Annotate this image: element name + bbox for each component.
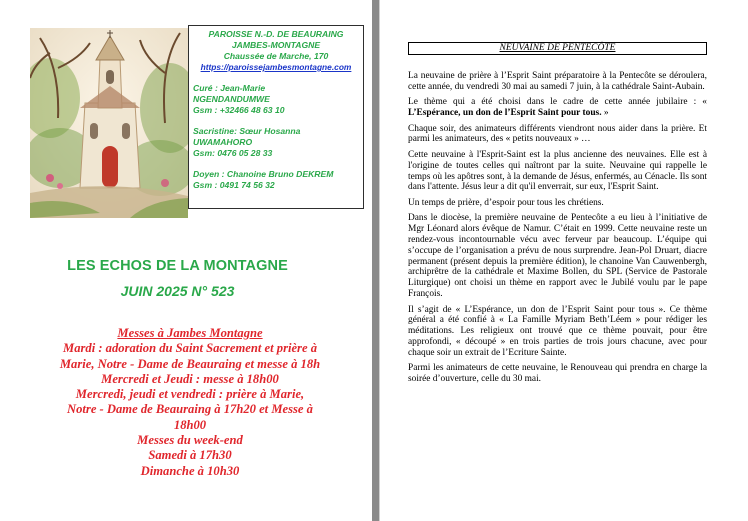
cure-label: Curé : Jean-Marie	[193, 83, 266, 93]
mass-schedule	[20, 326, 360, 479]
article-paragraph: Il s’agit de « L’Espérance, un don de l’Esprit Saint pour tous ». Ce thème général a été confié à « La Famille Myriam Beth’Léem » pour rédiger les méditations. Les religieux ont trouvé que ce thème pouvait, pour être approfondi, « découpé » en trois parties de trois jours chacune, avec pour chaque soir un extrait de l’Ecriture Sainte.	[408, 304, 707, 358]
sacristine-label: Sacristine: Sœur Hosanna	[193, 126, 301, 136]
mass-line: Messes du week-end	[137, 433, 243, 448]
cure-name: NGENDANDUMWE	[193, 94, 270, 104]
theme-bold: L’Espérance, un don de l’Esprit Saint pour tous.	[408, 108, 602, 119]
article-paragraph: Dans le diocèse, la première neuvaine de Pentecôte a eu lieu à l’initiative de Mgr Léonard alors évêque de Namur. C’était en 1999. Cette neuvaine reste un rendez-vous incontournable vécu avec ferveur par beaucoup. L’équipe qui s’occupe de l’organisation a prévu de nous surprendre. Jean-Pol Druart, diacre permanent (présent depuis la première édition), le chanoine Van Cauwenbergh, archiprêtre de la cathédrale et Maxime Bollen, du SPL (Service de Pastorale Liturgique) ont choisi un thème en rapport avec le Jubilé voulu par le pape François.	[408, 213, 707, 300]
mass-line: Marie, Notre - Dame de Beauraing et messe à 18h	[59, 356, 321, 371]
parish-address: Chaussée de Marche, 170	[223, 51, 329, 61]
mass-line: Mardi : adoration du Saint Sacrement et prière à	[63, 341, 317, 356]
mass-line: Notre - Dame de Beauraing à 17h20 et Messe à	[67, 402, 313, 417]
doyen-gsm: Gsm : 0491 74 56 32	[193, 180, 275, 190]
cure-gsm: Gsm : +32466 48 63 10	[193, 105, 285, 115]
church-painting	[30, 28, 188, 218]
parish-subtitle: JAMBES-MONTAGNE	[231, 40, 321, 50]
theme-intro: Le thème qui a été choisi dans le cadre de cette année jubilaire : «	[408, 97, 707, 108]
parish-website-link[interactable]: https://paroissejambesmontagne.com	[200, 62, 352, 72]
bulletin-issue: JUIN 2025 N° 523	[120, 283, 235, 299]
mass-schedule-title: Messes à Jambes Montagne	[117, 326, 263, 340]
doyen-label: Doyen : Chanoine Bruno DEKREM	[193, 169, 334, 179]
article-paragraph-theme	[408, 97, 707, 119]
article-body	[408, 71, 707, 390]
mass-line: Dimanche à 10h30	[140, 463, 240, 478]
mass-line: Mercredi, jeudi et vendredi : prière à Marie,	[75, 387, 305, 402]
article-paragraph: Chaque soir, des animateurs différents viendront nous aider dans la prière. Et parmi les animateurs, des « petits nouveaux » …	[408, 123, 707, 145]
theme-end: »	[601, 108, 609, 119]
mass-line: Mercredi et Jeudi : messe à 18h00	[101, 371, 279, 386]
article-paragraph: La neuvaine de prière à l’Esprit Saint préparatoire à la Pentecôte se déroulera, cette année, du vendredi 30 mai au samedi 7 juin, à la cathédrale Saint-Aubain.	[408, 71, 707, 92]
bulletin-title: LES ECHOS DE LA MONTAGNE	[67, 258, 288, 274]
article-heading: NEUVAINE DE PENTECÔTE	[408, 42, 707, 55]
sacristine-gsm: Gsm: 0476 05 28 33	[193, 148, 273, 158]
parish-info-box	[188, 25, 364, 209]
mass-line: 18h00	[173, 417, 207, 432]
article-paragraph: Parmi les animateurs de cette neuvaine, le Renouveau qui prendra en charge la soirée d’ouverture, celle du 30 mai.	[408, 363, 707, 385]
mass-line: Samedi à 17h30	[148, 448, 232, 463]
article-paragraph: Cette neuvaine à l'Esprit-Saint est la plus ancienne des neuvaines. Elle est à l'origine de toutes celles qui naîtront par la suite. Neuvaine qui rappelle le temps où les apôtres sont, à la demande de Jésus, enfermés, au Cénacle. Ils sont dans l'attente. Jésus leur a dit qu'il enverrait, sur eux, l'Esprit Saint.	[408, 149, 707, 193]
article-paragraph: Un temps de prière, d’espoir pour tous les chrétiens.	[408, 197, 604, 208]
sacristine-name: UWAMAHORO	[193, 137, 253, 147]
parish-name: PAROISSE N.-D. DE BEAURAING	[208, 29, 344, 39]
